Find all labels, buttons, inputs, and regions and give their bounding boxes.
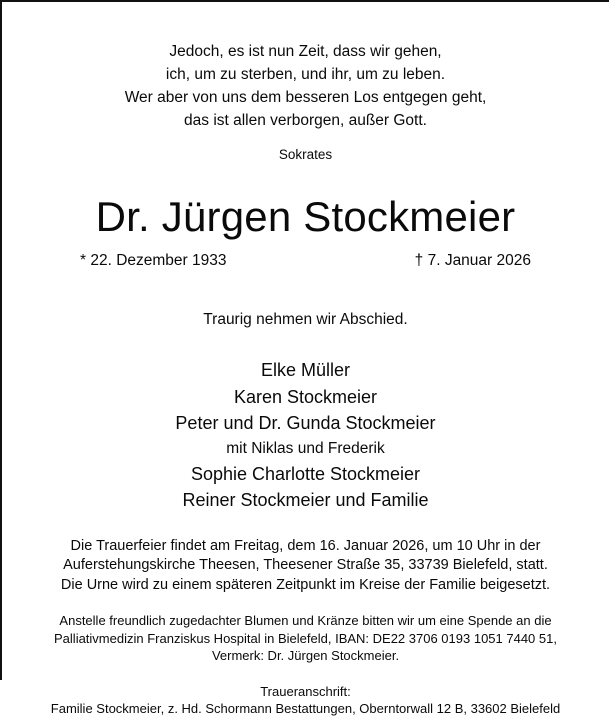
epitaph-quote bbox=[2, 40, 609, 132]
quote-line: ich, um zu sterben, und ihr, um zu leben. bbox=[165, 66, 446, 83]
service-line: Die Trauerfeier findet am Freitag, dem 16. Januar 2026, um 10 Uhr in der bbox=[70, 537, 541, 554]
service-line: Auferstehungskirche Theesen, Theesener Straße 35, 33739 Bielefeld, statt. bbox=[63, 557, 548, 573]
mourning-address-line: Familie Stockmeier, z. Hd. Schormann Bestattungen, Oberntorwall 12 B, 33602 Bielefeld bbox=[50, 701, 561, 716]
quote-line: Jedoch, es ist nun Zeit, dass wir gehen, bbox=[169, 43, 442, 60]
mourning-address bbox=[2, 683, 609, 718]
donation-line: Palliativmedizin Franziskus Hospital in Bielefeld, IBAN: DE22 3706 0193 1051 7440 51, bbox=[54, 630, 557, 646]
mourning-address-label: Traueranschrift: bbox=[260, 683, 351, 699]
survivor-name: Karen Stockmeier bbox=[233, 386, 378, 407]
quote-attribution: Sokrates bbox=[278, 147, 333, 162]
survivors-list bbox=[2, 357, 609, 514]
quote-line: das ist allen verborgen, außer Gott. bbox=[184, 112, 427, 129]
donation-line: Anstelle freundlich zugedachter Blumen und Kränze bitten wir um eine Spende an die bbox=[59, 613, 552, 628]
farewell-text: Traurig nehmen wir Abschied. bbox=[203, 311, 408, 328]
death-date: † 7. Januar 2026 bbox=[414, 252, 531, 269]
birth-date: * 22. Dezember 1933 bbox=[80, 252, 227, 269]
survivor-name: Reiner Stockmeier und Familie bbox=[182, 490, 429, 510]
survivor-name: Sophie Charlotte Stockmeier bbox=[190, 463, 421, 484]
survivor-name: Peter und Dr. Gunda Stockmeier bbox=[175, 413, 436, 433]
life-dates bbox=[2, 251, 609, 271]
donation-line: Vermerk: Dr. Jürgen Stockmeier. bbox=[211, 648, 400, 663]
quote-line: Wer aber von uns dem besseren Los entgegen geht, bbox=[124, 89, 487, 106]
deceased-name: Dr. Jürgen Stockmeier bbox=[95, 193, 516, 240]
service-line: Die Urne wird zu einem späteren Zeitpunkt im Kreise der Familie beigesetzt. bbox=[60, 576, 551, 593]
survivor-name: Elke Müller bbox=[260, 360, 351, 380]
survivor-name: mit Niklas und Frederik bbox=[226, 439, 385, 457]
service-details bbox=[2, 537, 609, 596]
donation-request bbox=[2, 612, 609, 665]
